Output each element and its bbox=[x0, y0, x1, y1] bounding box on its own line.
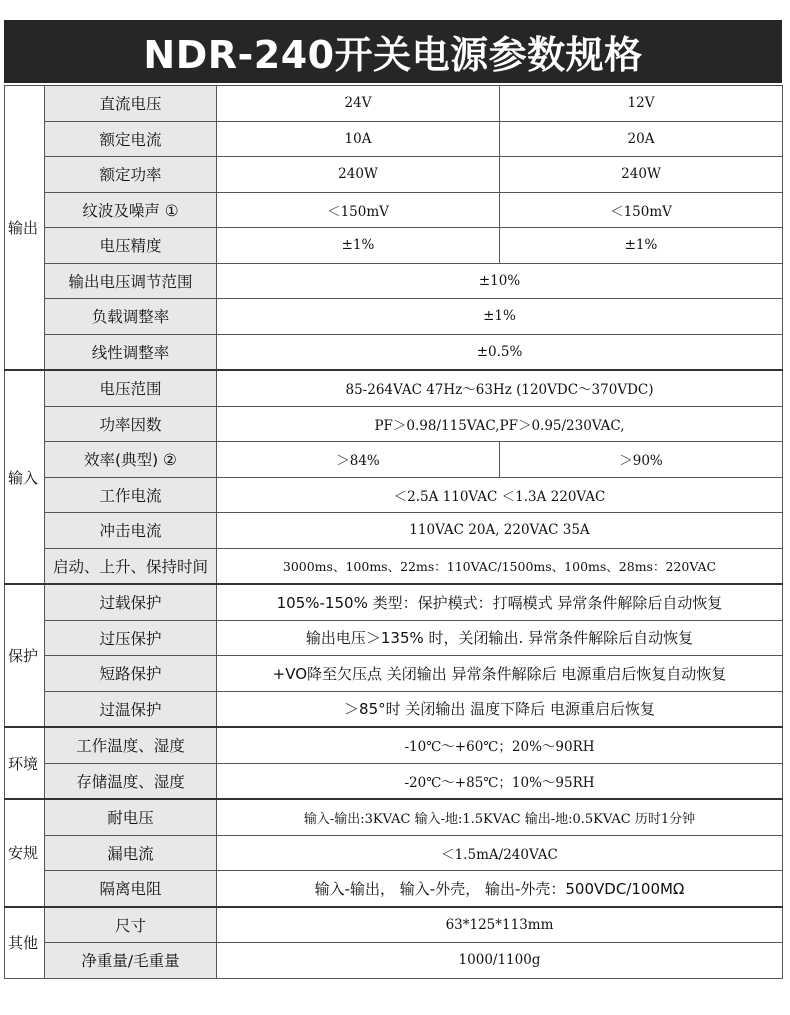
group-environment: 环境 bbox=[5, 727, 45, 799]
row-value-12v: 240W bbox=[500, 157, 783, 193]
row-label: 工作电流 bbox=[45, 477, 217, 513]
row-label: 输出电压调节范围 bbox=[45, 263, 217, 299]
table-row bbox=[5, 192, 783, 228]
table-row bbox=[5, 442, 783, 478]
row-value-24v: ＞84% bbox=[217, 442, 500, 478]
row-value-24v: ＜150mV bbox=[217, 192, 500, 228]
row-label: 存储温度、湿度 bbox=[45, 763, 217, 799]
row-value-24v: ±1% bbox=[217, 228, 500, 264]
row-value: +VO降至欠压点 关闭输出 异常条件解除后 电源重启后恢复自动恢复 bbox=[217, 656, 783, 692]
row-value-12v: ＞90% bbox=[500, 442, 783, 478]
table-row bbox=[5, 835, 783, 871]
spec-table bbox=[4, 85, 783, 979]
row-value-12v: ±1% bbox=[500, 228, 783, 264]
row-value: 63*125*113mm bbox=[217, 907, 783, 943]
row-value: 105%-150% 类型：保护模式：打嗝模式 异常条件解除后自动恢复 bbox=[217, 584, 783, 620]
row-label: 电压精度 bbox=[45, 228, 217, 264]
group-safety: 安规 bbox=[5, 799, 45, 907]
row-value: 输入-输出， 输入-外壳， 输出-外壳：500VDC/100MΩ bbox=[217, 871, 783, 907]
table-row bbox=[5, 263, 783, 299]
table-row bbox=[5, 299, 783, 335]
table-row bbox=[5, 477, 783, 513]
row-value: 输出电压＞135% 时，关闭输出. 异常条件解除后自动恢复 bbox=[217, 620, 783, 656]
row-label: 工作温度、湿度 bbox=[45, 727, 217, 763]
table-row bbox=[5, 763, 783, 799]
table-row bbox=[5, 943, 783, 979]
row-label: 过载保护 bbox=[45, 584, 217, 620]
row-label: 隔离电阻 bbox=[45, 871, 217, 907]
row-label: 启动、上升、保持时间 bbox=[45, 548, 217, 584]
row-value-24v: 24V bbox=[217, 86, 500, 122]
row-value: ＞85°时 关闭输出 温度下降后 电源重启后恢复 bbox=[217, 691, 783, 727]
row-label: 漏电流 bbox=[45, 835, 217, 871]
row-value: PF＞0.98/115VAC,PF＞0.95/230VAC, bbox=[217, 406, 783, 442]
group-output: 输出 bbox=[5, 86, 45, 371]
row-label: 耐电压 bbox=[45, 799, 217, 835]
table-row bbox=[5, 584, 783, 620]
row-value-12v: 12V bbox=[500, 86, 783, 122]
row-label: 过温保护 bbox=[45, 691, 217, 727]
row-value: 1000/1100g bbox=[217, 943, 783, 979]
row-label: 直流电压 bbox=[45, 86, 217, 122]
row-value-12v: 20A bbox=[500, 121, 783, 157]
table-row bbox=[5, 513, 783, 549]
row-value: 85-264VAC 47Hz～63Hz (120VDC～370VDC) bbox=[217, 370, 783, 406]
row-label: 功率因数 bbox=[45, 406, 217, 442]
row-label: 额定电流 bbox=[45, 121, 217, 157]
row-value-24v: 240W bbox=[217, 157, 500, 193]
table-row bbox=[5, 871, 783, 907]
row-label: 额定功率 bbox=[45, 157, 217, 193]
row-value-12v: ＜150mV bbox=[500, 192, 783, 228]
row-label: 电压范围 bbox=[45, 370, 217, 406]
row-value: ＜1.5mA/240VAC bbox=[217, 835, 783, 871]
page-title: NDR-240开关电源参数规格 bbox=[4, 20, 782, 83]
row-value: ±10% bbox=[217, 263, 783, 299]
row-label: 净重量/毛重量 bbox=[45, 943, 217, 979]
row-label: 过压保护 bbox=[45, 620, 217, 656]
table-row bbox=[5, 727, 783, 763]
group-protection: 保护 bbox=[5, 584, 45, 727]
row-label: 线性调整率 bbox=[45, 334, 217, 370]
table-row bbox=[5, 620, 783, 656]
row-value: ±1% bbox=[217, 299, 783, 335]
table-row bbox=[5, 121, 783, 157]
table-row bbox=[5, 691, 783, 727]
table-row bbox=[5, 86, 783, 122]
row-value-24v: 10A bbox=[217, 121, 500, 157]
table-row bbox=[5, 406, 783, 442]
table-row bbox=[5, 370, 783, 406]
row-label: 冲击电流 bbox=[45, 513, 217, 549]
row-label: 纹波及噪声 ① bbox=[45, 192, 217, 228]
row-value: 输入-输出:3KVAC 输入-地:1.5KVAC 输出-地:0.5KVAC 历时1分钟 bbox=[217, 799, 783, 835]
row-label: 短路保护 bbox=[45, 656, 217, 692]
row-value: ＜2.5A 110VAC ＜1.3A 220VAC bbox=[217, 477, 783, 513]
table-row bbox=[5, 907, 783, 943]
row-value: -20℃～+85℃；10%～95RH bbox=[217, 763, 783, 799]
row-value: -10℃～+60℃；20%～90RH bbox=[217, 727, 783, 763]
table-row bbox=[5, 799, 783, 835]
row-label: 负载调整率 bbox=[45, 299, 217, 335]
row-value: ±0.5% bbox=[217, 334, 783, 370]
group-input: 输入 bbox=[5, 370, 45, 584]
group-other: 其他 bbox=[5, 907, 45, 979]
table-row bbox=[5, 228, 783, 264]
table-row bbox=[5, 157, 783, 193]
row-label: 尺寸 bbox=[45, 907, 217, 943]
row-label: 效率(典型) ② bbox=[45, 442, 217, 478]
table-row bbox=[5, 334, 783, 370]
table-row bbox=[5, 656, 783, 692]
table-row bbox=[5, 548, 783, 584]
row-value: 3000ms、100ms、22ms：110VAC/1500ms、100ms、28ms：220VAC bbox=[217, 548, 783, 584]
row-value: 110VAC 20A, 220VAC 35A bbox=[217, 513, 783, 549]
